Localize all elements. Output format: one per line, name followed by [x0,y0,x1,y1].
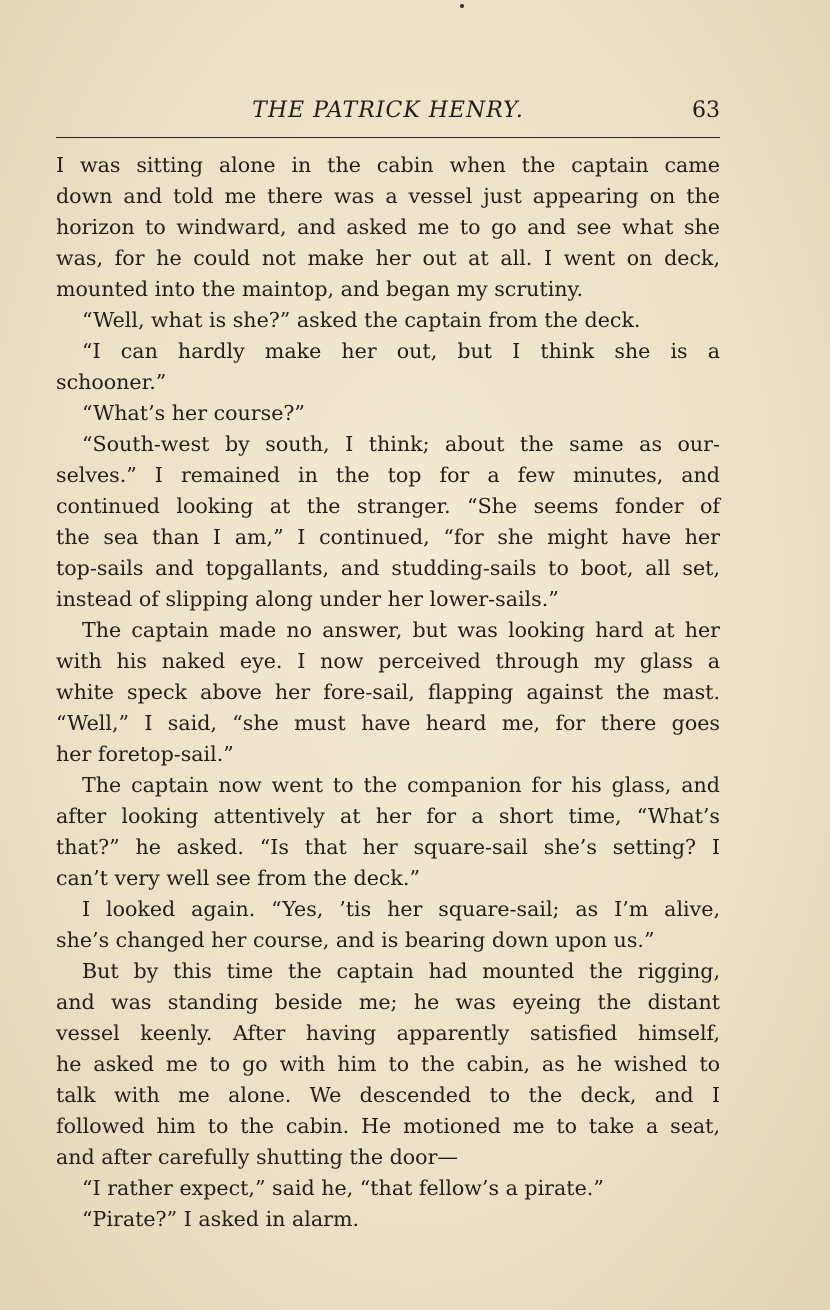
text-line: I looked again. “Yes, ’tis her square-sail; as I’m alive, [82,897,720,921]
text-line: vessel keenly. After having apparently satisfied himself, [56,1021,720,1045]
text-line: “Well, what is she?” asked the captain from the deck. [82,308,641,332]
text-line: the sea than I am,” I continued, “for she might have her [56,525,720,549]
book-page [56,0,720,1310]
text-line: he asked me to go with him to the cabin, as he wished to [56,1052,720,1076]
text-line: “South-west by south, I think; about the same as our- [82,432,720,456]
text-line: followed him to the cabin. He motioned me to take a seat, [56,1114,720,1138]
text-line: her foretop-sail.” [56,742,234,766]
text-line: and was standing beside me; he was eyeing the distant [56,990,720,1014]
text-line: “What’s her course?” [82,401,305,425]
text-line: “I rather expect,” said he, “that fellow’s a pirate.” [82,1176,604,1200]
body-text [56,150,720,1235]
text-line: horizon to windward, and asked me to go and see what she [56,215,720,239]
text-line: “Well,” I said, “she must have heard me, for there goes [56,711,720,735]
text-line: top-sails and topgallants, and studding-sails to boot, all set, [56,556,720,580]
text-line: and after carefully shutting the door— [56,1145,459,1169]
text-line: “I can hardly make her out, but I think she is a [82,339,720,363]
text-line: instead of slipping along under her lower-sails.” [56,587,559,611]
text-line: talk with me alone. We descended to the deck, and I [56,1083,720,1107]
text-line: The captain made no answer, but was looking hard at her [82,618,720,642]
text-line: continued looking at the stranger. “She seems fonder of [56,494,720,518]
page-header [56,96,720,130]
text-line: that?” he asked. “Is that her square-sail she’s setting? I [56,835,720,859]
text-line: she’s changed her course, and is bearing down upon us.” [56,928,655,952]
text-line: white speck above her fore-sail, flapping against the mast. [56,680,720,704]
text-line: The captain now went to the companion for his glass, and [82,773,720,797]
text-line: down and told me there was a vessel just appearing on the [56,184,720,208]
text-line: selves.” I remained in the top for a few minutes, and [56,463,720,487]
text-line: “Pirate?” I asked in alarm. [82,1207,360,1231]
text-line: with his naked eye. I now perceived through my glass a [56,649,720,673]
running-title: THE PATRICK HENRY. [252,98,524,123]
text-line: But by this time the captain had mounted the rigging, [82,959,720,983]
text-line: I was sitting alone in the cabin when the captain came [56,153,720,177]
page-number: 63 [692,98,720,123]
text-line: schooner.” [56,370,167,394]
text-line: after looking attentively at her for a short time, “What’s [56,804,720,828]
text-line: mounted into the maintop, and began my scrutiny. [56,277,583,301]
text-line: was, for he could not make her out at all. I went on deck, [56,246,720,270]
text-line: can’t very well see from the deck.” [56,866,420,890]
header-rule [56,137,720,138]
